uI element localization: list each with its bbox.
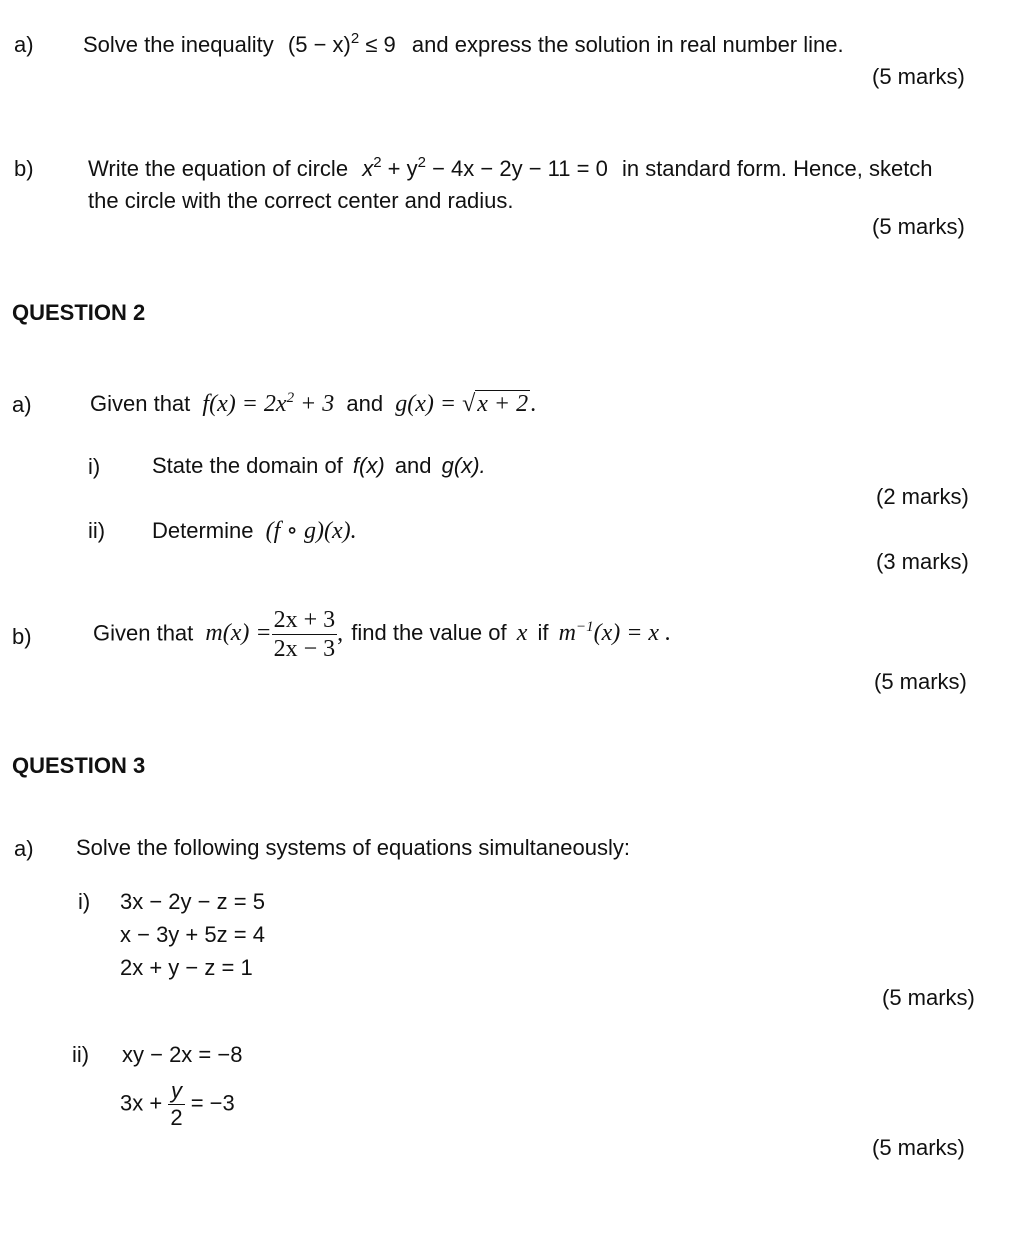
q3a-label: a) [14,836,34,861]
q2b-label: b) [12,624,32,649]
q1a-text-after: and express the solution in real number line. [411,32,844,57]
q1a-marks: (5 marks) [872,64,965,89]
q2ai-and: and [394,453,432,478]
q2a-label: a) [12,392,32,417]
q2a-g-def: g(x) = √x + 2 [395,391,529,417]
q3aii-label: ii) [72,1042,90,1067]
q1b-text-before: Write the equation of circle [88,156,349,181]
q1a-text-before: Solve the inequality [83,32,274,57]
q2ai-question [152,455,486,477]
q2a-f-def: $f(x) = 2x^2 + 3$ [202,390,335,417]
q2ai-label: i) [88,454,101,479]
q2b-question: Given that m(x) = $\frac{2x + 3}{2x - 3}$ , find the value of x if $m^{-1}(x) = x$ . [93,607,672,662]
q1b-line2: the circle with the correct center and radius. [88,188,514,213]
q2aii-text: Determine [152,518,254,543]
q1b-equation: $x^2 + y^2 - 4x - 2y - 11 = 0$ [362,154,608,181]
q2aii-marks: (3 marks) [876,549,969,574]
q3aii-marks: (5 marks) [872,1135,965,1160]
q3ai-marks: (5 marks) [882,985,975,1010]
q2-heading: QUESTION 2 [12,300,146,325]
q2b-text-given: Given that [93,620,194,646]
q2b-fraction [272,608,338,661]
q2b-m-inverse: $m^{-1}(x) = x$ . [558,619,672,647]
q3-heading: QUESTION 3 [12,753,146,778]
q2b-denominator: 2x − 3 [273,636,336,662]
q1a-math: $(5 - x)^2 \le 9$ [287,30,396,57]
q3aii-frac-num: y [168,1080,184,1105]
q2aii-expr: (f ∘ g)(x). [265,518,357,544]
q2b-m-def: m(x) = [205,620,272,647]
q3a-text: Solve the following systems of equations simultaneously: [76,835,630,860]
q3ai-eq3: 2x + y − z = 1 [120,955,253,980]
q2aii-question [152,519,357,543]
q2b-marks: (5 marks) [874,669,967,694]
q2a-text-given: Given that [90,391,191,416]
q2b-if: if [537,620,549,646]
q3aii-eq1: xy − 2x = −8 [122,1042,243,1067]
q1a-question [83,30,844,57]
q3aii-fraction [168,1080,184,1129]
q2ai-marks: (2 marks) [876,484,969,509]
q3aii-frac-den: 2 [170,1105,183,1130]
sqrt-icon: √ [462,391,476,417]
q3ai-eq2: x − 3y + 5z = 4 [120,922,265,947]
q3ai-eq1: 3x − 2y − z = 5 [120,889,265,914]
q2aii-label: ii) [88,518,106,543]
q2b-x: x [516,620,528,647]
q2ai-text: State the domain of [152,453,343,478]
q1b-question [88,154,933,181]
q1b-text-after: in standard form. Hence, sketch [621,156,933,181]
q1b-label: b) [14,156,34,181]
q2b-numerator: 2x + 3 [273,607,336,633]
q3ai-label: i) [78,889,91,914]
q1b-marks: (5 marks) [872,214,965,239]
q2a-question: Given that $f(x) = 2x^2 + 3$ and g(x) = √x + 2. [90,390,537,417]
q3aii-eq2: 3x + $\frac{y}{2}$ = −3 [120,1078,235,1130]
q1a-label: a) [14,32,34,57]
q2ai-fx: f(x) [352,453,385,478]
q2ai-gx: g(x). [441,453,486,478]
q2a-and: and [346,391,384,416]
q2b-text-find: find the value of [351,620,507,646]
